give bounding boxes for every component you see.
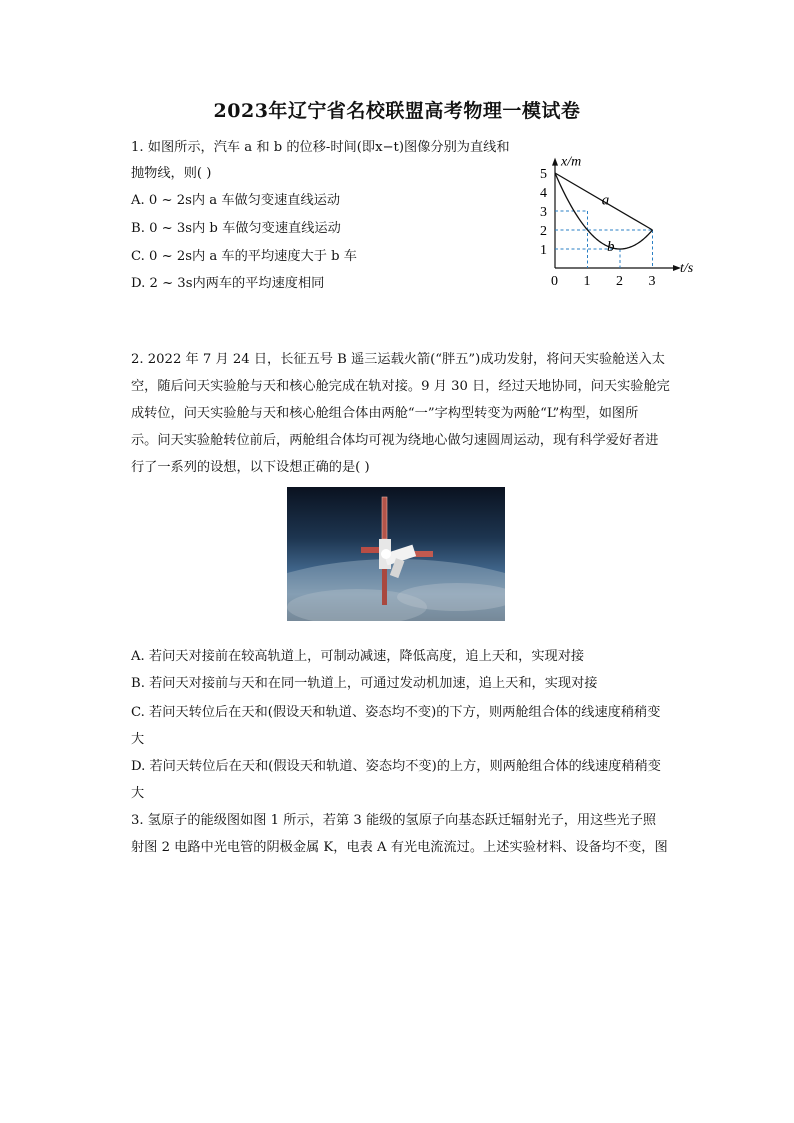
x-tick-label: 1 (583, 274, 591, 289)
series-a-label: a (601, 192, 610, 209)
q3-stem-line1: 3. 氢原子的能级图如图 1 所示，若第 3 能级的氢原子向基态跃迁辐射光子，用这些光子照 (131, 813, 657, 828)
q3-stem-line2: 射图 2 电路中光电管的阴极金属 K，电表 A 有光电流流过。上述实验材料、设备均不变，图 (131, 840, 668, 855)
q2-stem-line2: 空，随后问天实验舱与天和核心舱完成在轨对接。9 月 30 日，经过天地协同，问天实验舱完 (131, 379, 670, 394)
q1-option-a: A. 0 ~ 2s内 a 车做匀变速直线运动 (131, 193, 341, 208)
q2-option-c-cont: 大 (131, 732, 145, 747)
x-tick-label: 3 (648, 274, 656, 289)
q1-option-b: B. 0 ~ 3s内 b 车做匀变速直线运动 (131, 221, 341, 236)
exam-title: 2023年辽宁省名校联盟高考物理一模试卷 (213, 100, 581, 122)
q2-option-a: A. 若问天对接前在较高轨道上，可制动减速，降低高度，追上天和，实现对接 (131, 649, 585, 664)
q2-stem-line4: 示。问天实验舱转位前后，两舱组合体均可视为绕地心做匀速圆周运动，现有科学爱好者进 (131, 433, 659, 448)
q1-option-c: C. 0 ~ 2s内 a 车的平均速度大于 b 车 (131, 249, 357, 264)
x-tick-label: 2 (616, 274, 623, 289)
q2-option-d: D. 若问天转位后在天和(假设天和轨道、姿态均不变)的上方，则两舱组合体的线速度稍稍变 (131, 759, 661, 774)
q1-option-d: D. 2 ~ 3s内两车的平均速度相同 (131, 276, 325, 291)
series-b-label: b (607, 239, 615, 256)
y-tick-label: 1 (540, 243, 547, 258)
x-tick-label: 0 (551, 274, 558, 289)
q2-option-b: B. 若问天对接前与天和在同一轨道上，可通过发动机加速，追上天和，实现对接 (131, 676, 598, 691)
space-station-photo (287, 487, 505, 621)
y-axis-label: x/m (561, 154, 582, 170)
q1-stem-line1: 1. 如图所示，汽车 a 和 b 的位移-时间(即x−t)图像分别为直线和 (131, 140, 510, 155)
y-tick-label: 3 (540, 205, 547, 220)
y-tick-label: 2 (540, 224, 547, 239)
q2-stem-line1: 2. 2022 年 7 月 24 日，长征五号 B 遥三运载火箭(“胖五”)成功发射，将问天实验舱送入太 (131, 352, 665, 367)
y-tick-label: 5 (540, 167, 547, 182)
q2-stem-line3: 成转位，问天实验舱与天和核心舱组合体由两舱“一”字构型转变为两舱“L”构型，如图所 (131, 406, 639, 421)
q2-option-c: C. 若问天转位后在天和(假设天和轨道、姿态均不变)的下方，则两舱组合体的线速度稍稍变 (131, 705, 661, 720)
x-axis-label: t/s (680, 261, 694, 276)
xt-graph (530, 141, 700, 291)
q2-stem-line5: 行了一系列的设想，以下设想正确的是( ) (131, 460, 370, 475)
q2-option-d-cont: 大 (131, 786, 145, 801)
series-b-curve (555, 173, 653, 249)
q1-stem-line2: 抛物线，则( ) (131, 166, 212, 181)
y-tick-label: 4 (540, 186, 547, 201)
y-axis-arrow (552, 158, 558, 166)
